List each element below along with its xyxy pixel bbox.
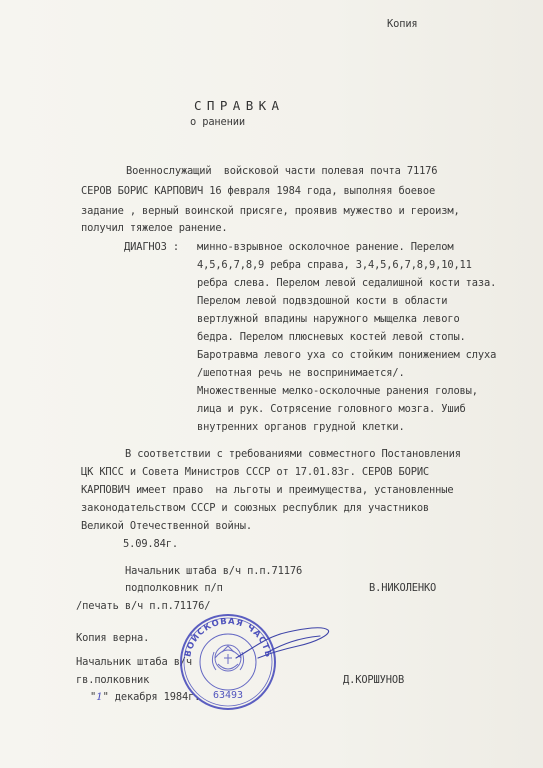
signatory-2-name: Д.КОРШУНОВ (343, 674, 405, 686)
diagnosis-line: Множественные мелко-осколочные ранения головы, (197, 385, 478, 397)
diagnosis-line: /шепотная речь не воспринимается/. (197, 367, 405, 379)
certification-line: Копия верна. (76, 632, 150, 644)
resolution-line: Великой Отечественной войны. (81, 520, 252, 532)
date-day: 1 (96, 691, 103, 703)
body-line: получил тяжелое ранение. (81, 222, 228, 234)
diagnosis-label: ДИАГНОЗ : (124, 241, 179, 253)
document-date: 5.09.84г. (123, 538, 178, 550)
date-quote: " (90, 691, 97, 703)
date-rest: " декабря 1984г. (102, 691, 201, 703)
diagnosis-line: бедра. Перелом плюсневых костей левой стопы. (197, 331, 466, 343)
body-line: Военнослужащий войсковой части полевая почта 71176 (126, 165, 438, 177)
resolution-line: законодательством СССР и союзных республик для участников (81, 502, 430, 514)
document-subtitle: о ранении (190, 116, 245, 128)
signatory-1-rank: подполковник п/п (125, 582, 223, 594)
document-title: СПРАВКА (194, 98, 285, 113)
resolution-line: В соответствии с требованиями совместного Постановления (125, 448, 461, 460)
diagnosis-line: внутренних органов грудной клетки. (197, 421, 405, 433)
diagnosis-line: 4,5,6,7,8,9 ребра справа, 3,4,5,6,7,8,9,10,11 (197, 259, 472, 271)
signatory-2-rank: гв.полковник (76, 674, 150, 686)
signatory-1-title: Начальник штаба в/ч п.п.71176 (125, 565, 303, 577)
seal-ring-text: ВОЙСКОВАЯ ЧАСТЬ (183, 616, 273, 660)
diagnosis-line: минно-взрывное осколочное ранение. Перелом (197, 241, 454, 253)
diagnosis-line: вертлужной впадины наружного мыщелка левого (197, 313, 460, 325)
diagnosis-line: лица и рук. Сотрясение головного мозга. Ушиб (197, 403, 466, 415)
seal-number: 63493 (212, 690, 244, 701)
resolution-line: КАРПОВИЧ имеет право на льготы и преимущества, установленные (81, 484, 454, 496)
signatory-1-name: В.НИКОЛЕНКО (369, 582, 437, 594)
diagnosis-line: Перелом левой подвздошной кости в области (197, 295, 448, 307)
seal-note: /печать в/ч п.п.71176/ (76, 600, 211, 612)
svg-text:ВОЙСКОВАЯ ЧАСТЬ (183, 617, 273, 659)
signatory-2-title: Начальник штаба в/ч (76, 656, 193, 668)
diagnosis-line: ребра слева. Перелом левой седалишной кости таза. (197, 277, 497, 289)
body-line: СЕРОВ БОРИС КАРПОВИЧ 16 февраля 1984 года, выполняя боевое (81, 185, 436, 197)
official-seal (178, 612, 278, 712)
diagnosis-line: Баротравма левого уха со стойким понижением слуха (197, 349, 497, 361)
copy-mark: Копия (387, 18, 418, 30)
body-line: задание , верный воинской присяге, проявив мужество и героизм, (81, 205, 460, 217)
resolution-line: ЦК КПСС и Совета Министров СССР от 17.01.83г. СЕРОВ БОРИС (81, 466, 430, 478)
